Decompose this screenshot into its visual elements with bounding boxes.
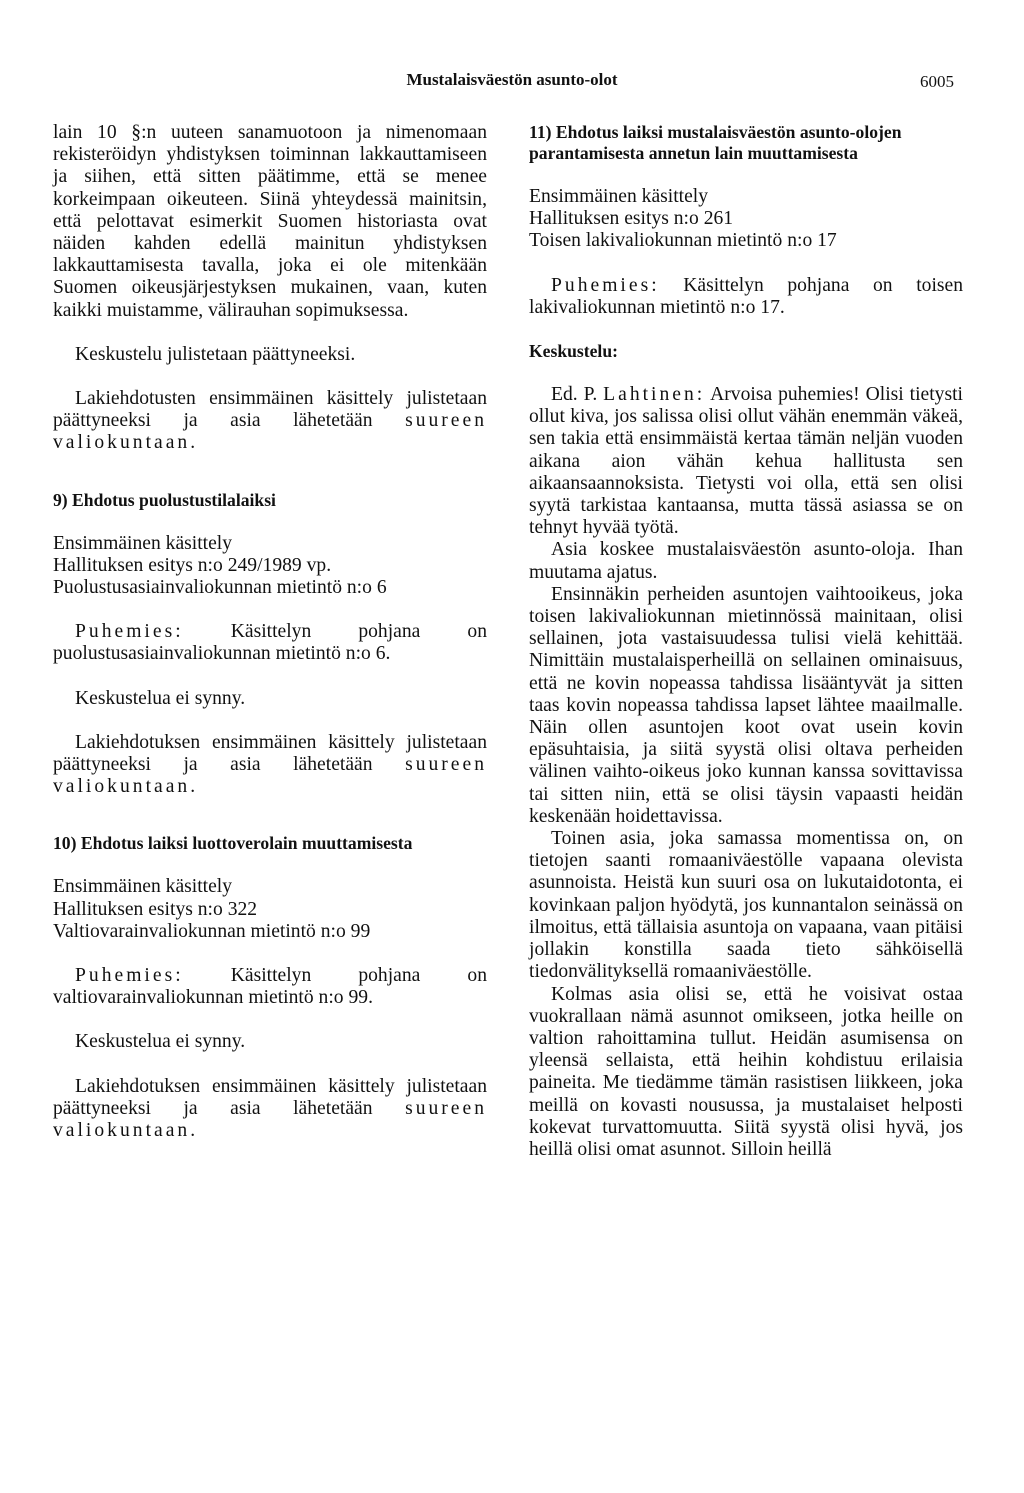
page-number: 6005: [920, 72, 954, 91]
item9-report: Puolustusasiainvaliokunnan mietintö n:o 6: [53, 577, 387, 599]
item9-heading: 9) Ehdotus puolustustilalaiksi: [53, 489, 276, 510]
item9-reading: Ensimmäinen käsittely: [53, 532, 233, 554]
speaker-label: Puhemies:: [75, 965, 184, 987]
item10-reading: Ensimmäinen käsittely: [53, 876, 233, 898]
item10-speaker-paragraph: [53, 965, 487, 1009]
intro-paragraph: lain 10 §:n uuteen sanamuotoon ja nimenomaan rekisteröidyn yhdistyksen toiminnan lakkauttamiseen ja siihen, että sitten päätimme, että se menee korkeimpaan oikeuteen. Siinä yhteydessä mainitsin, että pelottavat esimerkit Suomen historiasta ovat näiden kahden edellä mainitun yhdistyksen lakkauttamisesta tavalla, joka ei ole mitenkään Suomen oikeusjärjestyksen mukainen, vaan, kuten kaikki muistamme, välirauhan sopimuksessa.: [53, 122, 487, 321]
item10-heading: 10) Ehdotus laiksi luottoverolain muuttamisesta: [53, 833, 413, 854]
mp-name: Lahtinen:: [603, 384, 706, 406]
speaker-label: Puhemies:: [551, 274, 660, 296]
speaker-text: Käsittelyn pohjana on puolustusasiainvaliokunnan mietintö n:o 6.: [53, 621, 488, 665]
speech-paragraph-1: [529, 384, 963, 539]
mp-prefix: Ed. P.: [551, 384, 598, 406]
item9-proposal: Hallituksen esitys n:o 249/1989 vp.: [53, 554, 332, 576]
first-reading-text: Lakiehdotusten ensimmäinen käsittely julistetaan päättyneeksi ja asia lähetetään: [53, 388, 487, 432]
item10-first-reading: [53, 1076, 487, 1143]
item11-proposal: Hallituksen esitys n:o 261: [529, 208, 734, 230]
speech-text-1: Arvoisa puhemies! Olisi tietysti ollut kiva, jos salissa olisi ollut vähän enemmän väkeä, sen takia että ensimmäistä kertaa tämän neljän vuoden aikana aion vähän kehua hallitusta sen aikaansaannoksista. Tietysti voi olla, että sen olisi syytä tarkistaa kantaansa, mutta tässä asiassa se on tehnyt hyvää työtä.: [529, 384, 963, 539]
grand-committee-text: suureen valiokuntaan.: [53, 754, 487, 798]
right-column: [529, 122, 963, 1161]
speech-paragraph-4: Toinen asia, joka samassa momentissa on, on tietojen saanti romaaniväestölle vapaana olevista asunnoista. Heistä kun suuri osa on lukutaidotonta, ei kovinkaan paljon hyödytä, jos kunnantalon seinässä on ilmoitus, että tällaisia asuntoja on vapaana, vaan pitäisi jollakin konstilla saada tieto sähköisellä tiedonvälityksellä romaaniväestölle.: [529, 828, 963, 983]
speaker-text: Käsittelyn pohjana on toisen lakivaliokunnan mietintö n:o 17.: [529, 274, 964, 318]
grand-committee-text: suureen valiokuntaan.: [53, 1097, 487, 1142]
speaker-text: Käsittelyn pohjana on valtiovarainvaliokunnan mietintö n:o 99.: [53, 965, 488, 1009]
speaker-label: Puhemies:: [75, 621, 184, 643]
first-reading-text: Lakiehdotuksen ensimmäinen käsittely julistetaan päättyneeksi ja asia lähetetään: [53, 731, 487, 776]
item10-proposal: Hallituksen esitys n:o 322: [53, 898, 258, 920]
grand-committee-text: suureen valiokuntaan.: [53, 410, 487, 454]
item9-first-reading: [53, 732, 487, 799]
item9-no-discussion: Keskustelua ei synny.: [75, 687, 246, 709]
speech-paragraph-3: Ensinnäkin perheiden asuntojen vaihtooikeus, joka toisen lakivaliokunnan mietinnössä mainitaan, olisi sellainen, jota vastaisuudessa tulisi vielä kehittää. Nimittäin mustalaisperheillä on sellainen ominaisuus, että ne kovin nopeassa tahdissa lisääntyvät ja sitten taas kovin nopeassa tahdissa lapset lähtee maailmalle. Näin ollen asuntojen koot ovat usein kovin epäsuhtaisia, ja siitä syystä olisi oltava perheiden välinen vaihto-oikeus joko kunnan kanssa sovittavissa tai sitten niin, että se olisi täysin vapaasti heidän keskenään hoidettavissa.: [529, 583, 963, 827]
running-header: Mustalaisväestön asunto-olot: [406, 70, 618, 89]
item11-reading: Ensimmäinen käsittely: [529, 186, 709, 207]
item10-report: Valtiovarainvaliokunnan mietintö n:o 99: [53, 920, 371, 942]
item9-speaker-paragraph: [53, 621, 487, 665]
item10-no-discussion: Keskustelua ei synny.: [75, 1031, 246, 1053]
first-reading-text: Lakiehdotuksen ensimmäinen käsittely julistetaan päättyneeksi ja asia lähetetään: [53, 1075, 487, 1119]
first-reading-paragraph: [53, 388, 487, 455]
discussion-label: Keskustelu:: [529, 341, 618, 362]
item11-speaker-paragraph: [529, 275, 963, 319]
item11-report: Toisen lakivaliokunnan mietintö n:o 17: [529, 230, 837, 252]
discussion-closed: Keskustelu julistetaan päättyneeksi.: [75, 343, 356, 365]
speech-paragraph-5: Kolmas asia olisi se, että he voisivat ostaa vuokrallaan nämä asunnot omikseen, jotka heille on valtion rahoittamina tullut. Heidän asumisensa on yleensä sellaista, että heihin kohdistuu erilaisia paineita. Me tiedämme tämän rasistisen liikkeen, joka meillä on kovasti nousussa, ja mustalaiset helposti kokevat turvattomuutta. Siitä syystä olisi hyvä, jos heillä olisi omat asunnot. Silloin heillä: [529, 983, 963, 1160]
left-column: [53, 122, 487, 1142]
speech-paragraph-2: Asia koskee mustalaisväestön asunto-oloja. Ihan muutama ajatus.: [529, 539, 963, 583]
item11-heading: 11) Ehdotus laiksi mustalaisväestön asunto-olojen parantamisesta annetun lain muuttamisesta: [529, 122, 902, 163]
